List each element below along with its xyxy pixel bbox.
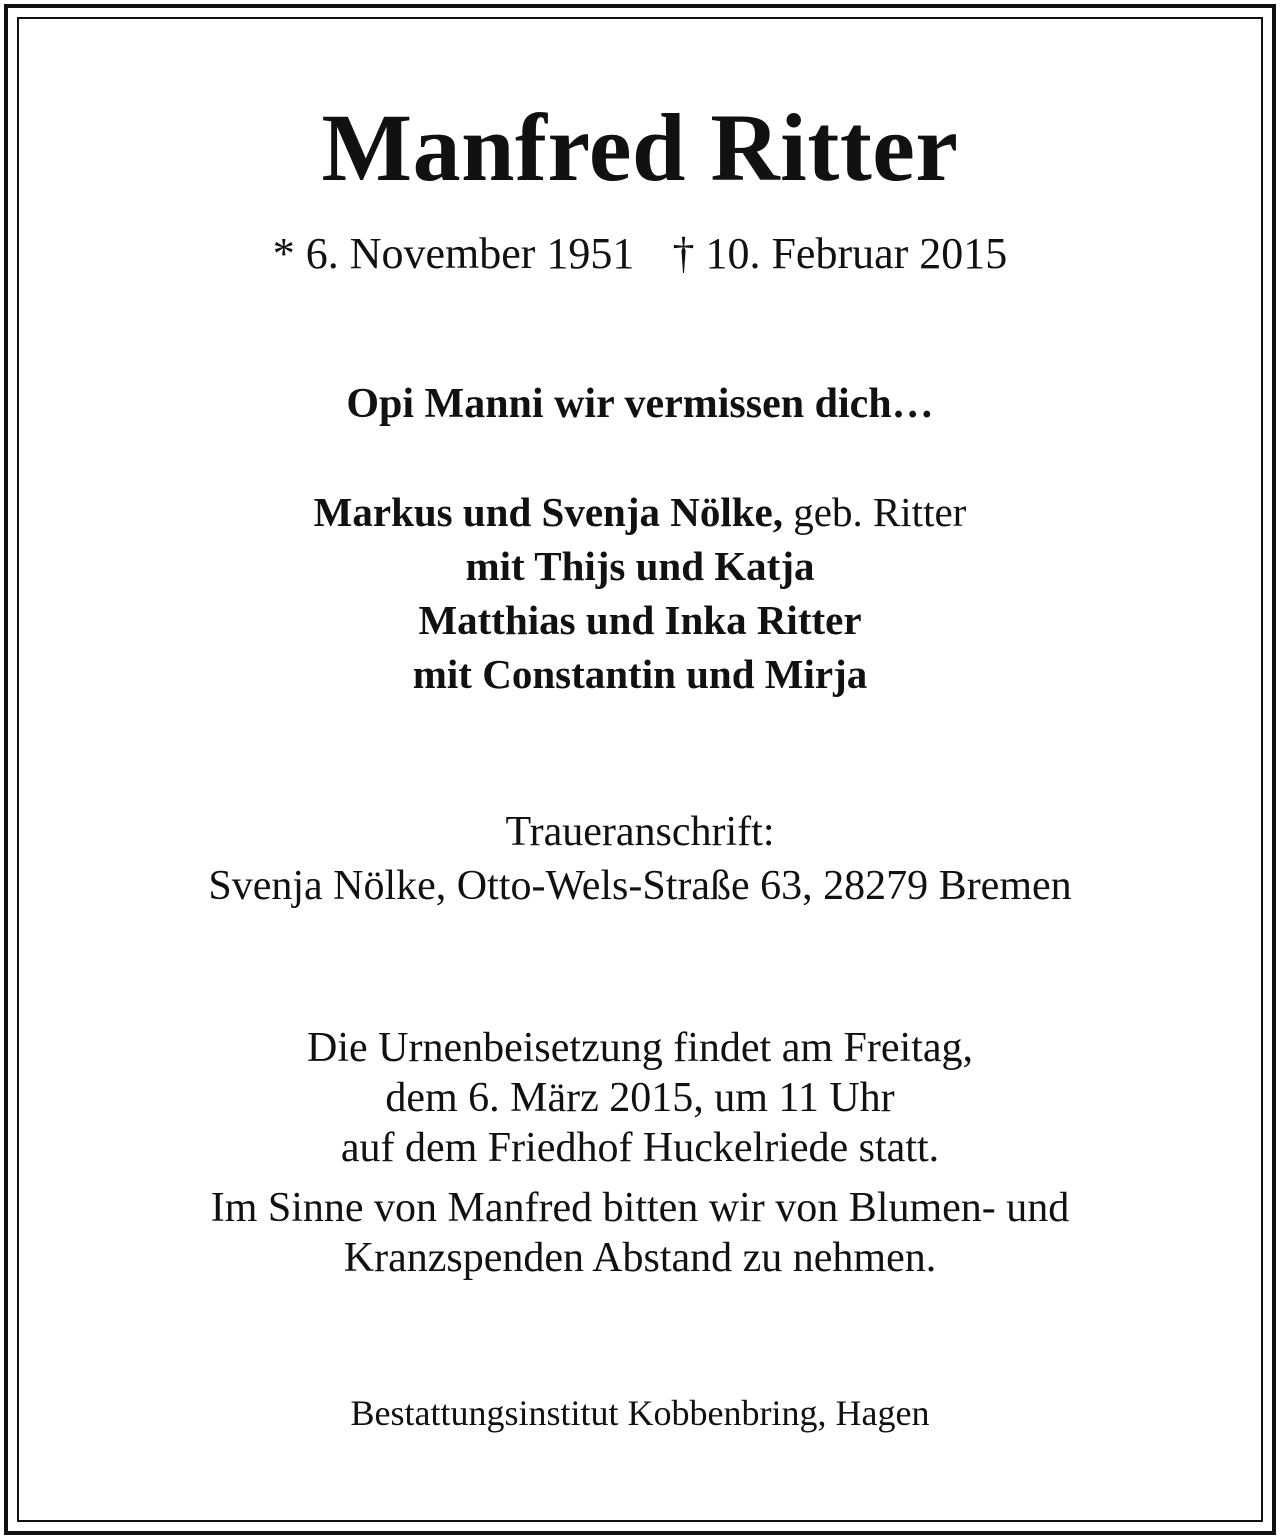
death-date: † 10. Februar 2015 (672, 229, 1008, 278)
birth-date: * 6. November 1951 (272, 229, 635, 278)
family-line-3: Matthias und Inka Ritter (418, 597, 862, 643)
farewell-motto: Opi Manni wir vermissen dich… (346, 381, 934, 427)
ceremony-line-2: dem 6. März 2015, um 11 Uhr (385, 1075, 895, 1121)
deceased-name: Manfred Ritter (321, 94, 959, 201)
ceremony-line-3: auf dem Friedhof Huckelriede statt. (340, 1125, 940, 1171)
ceremony-line-1: Die Urnenbeisetzung findet am Freitag, (307, 1025, 973, 1071)
family-names-bold: Markus und Svenja Nölke, (313, 489, 783, 535)
family-line-2: mit Thijs und Katja (465, 543, 815, 589)
address-label: Traueranschrift: (505, 809, 775, 855)
address-value: Svenja Nölke, Otto-Wels-Straße 63, 28279 Bremen (208, 863, 1072, 909)
funeral-home: Bestattungsinstitut Kobbenbring, Hagen (350, 1393, 930, 1433)
life-dates (0, 228, 1280, 279)
family-line-4: mit Constantin und Mirja (412, 651, 868, 697)
family-line-1 (0, 488, 1280, 536)
request-line-2: Kranzspenden Abstand zu nehmen. (343, 1235, 937, 1281)
request-line-1: Im Sinne von Manfred bitten wir von Blumen- und (210, 1185, 1070, 1231)
maiden-name: geb. Ritter (793, 489, 967, 535)
